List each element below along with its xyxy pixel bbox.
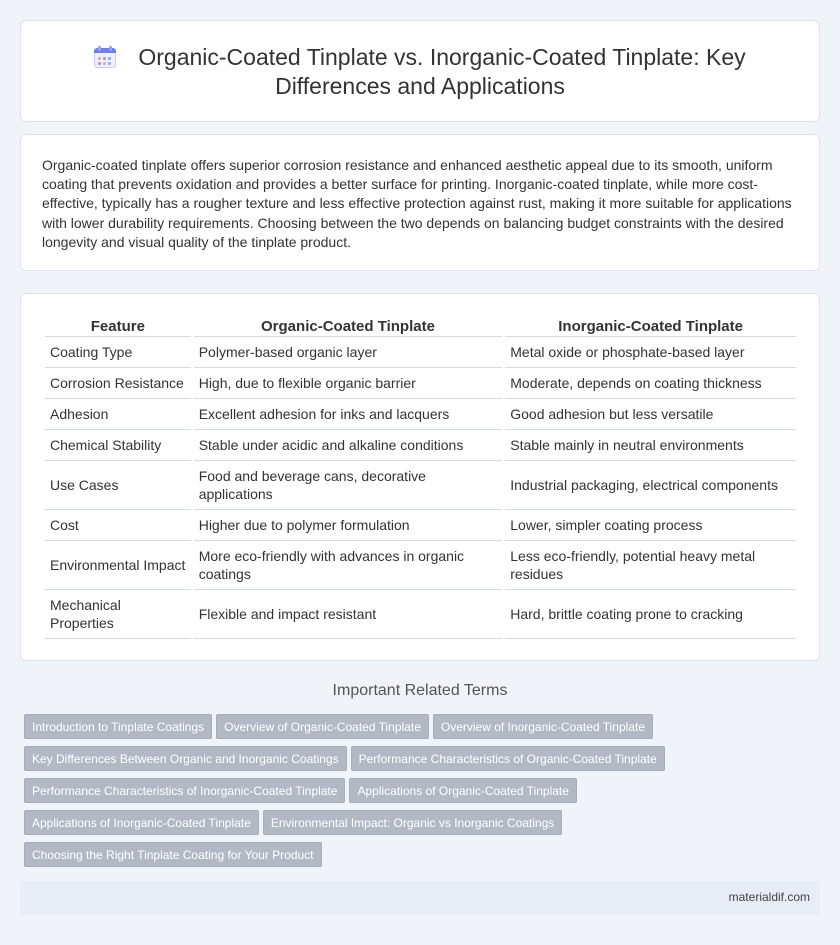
- related-term-tag[interactable]: Performance Characteristics of Inorganic-Coated Tinplate: [24, 778, 345, 803]
- inorganic-cell: Less eco-friendly, potential heavy metal residues: [505, 541, 796, 590]
- related-term-tag[interactable]: Key Differences Between Organic and Inorganic Coatings: [24, 746, 347, 771]
- inorganic-cell: Hard, brittle coating prone to cracking: [505, 590, 796, 639]
- inorganic-cell: Industrial packaging, electrical components: [505, 461, 796, 510]
- related-term-tag[interactable]: Choosing the Right Tinplate Coating for Your Product: [24, 842, 322, 867]
- organic-cell: Flexible and impact resistant: [194, 590, 503, 639]
- related-term-tag[interactable]: Applications of Inorganic-Coated Tinplate: [24, 810, 259, 835]
- table-row: [45, 590, 796, 639]
- footer: [20, 881, 820, 914]
- header-organic: Organic-Coated Tinplate: [194, 315, 503, 337]
- organic-cell: Higher due to polymer formulation: [194, 510, 503, 541]
- table-row: [45, 368, 796, 399]
- feature-cell: Use Cases: [45, 461, 191, 510]
- related-term-tag[interactable]: Overview of Inorganic-Coated Tinplate: [433, 714, 653, 739]
- table-header-row: [45, 315, 796, 337]
- organic-cell: More eco-friendly with advances in organic coatings: [194, 541, 503, 590]
- inorganic-cell: Metal oxide or phosphate-based layer: [505, 337, 796, 368]
- inorganic-cell: Moderate, depends on coating thickness: [505, 368, 796, 399]
- organic-cell: High, due to flexible organic barrier: [194, 368, 503, 399]
- feature-cell: Adhesion: [45, 399, 191, 430]
- feature-cell: Cost: [45, 510, 191, 541]
- feature-cell: Environmental Impact: [45, 541, 191, 590]
- organic-cell: Food and beverage cans, decorative applications: [194, 461, 503, 510]
- intro-paragraph: Organic-coated tinplate offers superior corrosion resistance and enhanced aesthetic appeal due to its smooth, uniform coating that prevents oxidation and provides a better surface for printing. Inorganic-coated tinplate, while more cost-effective, typically has a rougher texture and less effective protection against rust, making it more suitable for applications with lower durability requirements. Choosing between the two depends on balancing budget constraints with the desired longevity and visual quality of the tinplate product.: [42, 157, 792, 250]
- organic-cell: Stable under acidic and alkaline conditions: [194, 430, 503, 461]
- table-row: [45, 461, 796, 510]
- feature-cell: Corrosion Resistance: [45, 368, 191, 399]
- header-feature: Feature: [45, 315, 191, 337]
- related-term-tag[interactable]: Introduction to Tinplate Coatings: [24, 714, 212, 739]
- header-inorganic: Inorganic-Coated Tinplate: [505, 315, 796, 337]
- related-term-tag[interactable]: Overview of Organic-Coated Tinplate: [216, 714, 429, 739]
- related-terms-title: Important Related Terms: [332, 682, 508, 699]
- page-title-text: Organic-Coated Tinplate vs. Inorganic-Coated Tinplate: Key Differences and Applications: [138, 44, 746, 99]
- feature-cell: Mechanical Properties: [45, 590, 191, 639]
- inorganic-cell: Stable mainly in neutral environments: [505, 430, 796, 461]
- table-row: [45, 510, 796, 541]
- title-card: [20, 20, 820, 122]
- related-terms-list: [24, 714, 724, 874]
- organic-cell: Polymer-based organic layer: [194, 337, 503, 368]
- table-row: [45, 399, 796, 430]
- related-term-tag[interactable]: Environmental Impact: Organic vs Inorganic Coatings: [263, 810, 562, 835]
- comparison-table-card: [20, 293, 820, 661]
- table-row: [45, 430, 796, 461]
- page-title: [21, 43, 819, 101]
- inorganic-cell: Lower, simpler coating process: [505, 510, 796, 541]
- calendar-icon: [94, 46, 116, 68]
- organic-cell: Excellent adhesion for inks and lacquers: [194, 399, 503, 430]
- related-term-tag[interactable]: Applications of Organic-Coated Tinplate: [349, 778, 576, 803]
- intro-card: [20, 134, 820, 271]
- table-row: [45, 337, 796, 368]
- comparison-table: [42, 315, 799, 639]
- related-term-tag[interactable]: Performance Characteristics of Organic-Coated Tinplate: [351, 746, 665, 771]
- feature-cell: Coating Type: [45, 337, 191, 368]
- feature-cell: Chemical Stability: [45, 430, 191, 461]
- inorganic-cell: Good adhesion but less versatile: [505, 399, 796, 430]
- footer-site-link[interactable]: materialdif.com: [728, 890, 810, 904]
- table-row: [45, 541, 796, 590]
